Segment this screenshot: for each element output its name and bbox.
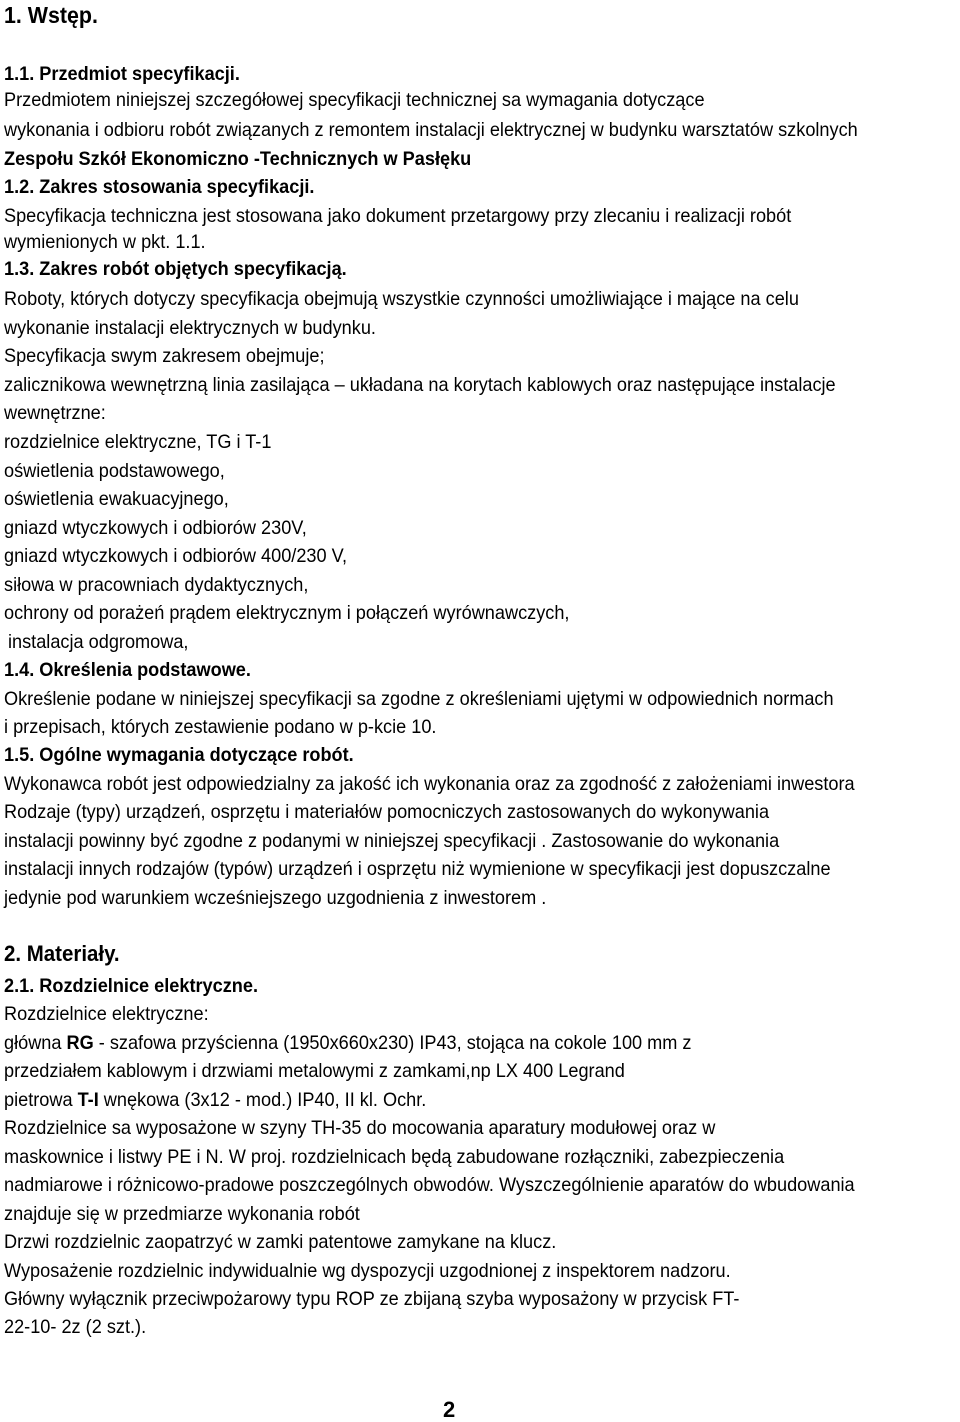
paragraph-line: Określenie podane w niniejszej specyfikacji sa zgodne z określeniami ujętymi w odpowiednich normach	[4, 688, 834, 710]
t1-prefix: pietrowa	[4, 1089, 78, 1111]
rg-line	[4, 1032, 691, 1054]
list-item: instalacja odgromowa,	[8, 631, 189, 653]
t1-line	[4, 1089, 426, 1111]
paragraph-line: wewnętrzne:	[4, 402, 106, 424]
paragraph-line: wymienionych w pkt. 1.1.	[4, 231, 206, 253]
paragraph-line: zalicznikowa wewnętrzną linia zasilająca – układana na korytach kablowych oraz następujące instalacje	[4, 374, 836, 396]
paragraph-line: 22-10- 2z (2 szt.).	[4, 1316, 147, 1338]
rg-prefix: główna	[4, 1032, 67, 1054]
paragraph-line: Wykonawca robót jest odpowiedzialny za jakość ich wykonania oraz za zgodność z założeniami inwestora	[4, 773, 855, 795]
page-number: 2	[443, 1397, 456, 1422]
list-item: gniazd wtyczkowych i odbiorów 400/230 V,	[4, 545, 348, 567]
paragraph-line: wykonanie instalacji elektrycznych w budynku.	[4, 317, 376, 339]
list-item: rozdzielnice elektryczne, TG i T-1	[4, 431, 272, 453]
t1-desc: wnękowa (3x12 - mod.) IP40, II kl. Ochr.	[98, 1089, 427, 1111]
paragraph-line: instalacji powinny być zgodne z podanymi w niniejszej specyfikacji . Zastosowanie do wykonania	[4, 830, 780, 852]
section-2-1-heading: 2.1. Rozdzielnice elektryczne.	[4, 975, 259, 997]
paragraph-line: znajduje się w przedmiarze wykonania robót	[4, 1203, 360, 1225]
paragraph-line: i przepisach, których zestawienie podano w p-kcie 10.	[4, 716, 437, 738]
rg-desc: - szafowa przyścienna (1950x660x230) IP43, stojąca na cokole 100 mm z	[93, 1032, 692, 1054]
rg-code: RG	[66, 1032, 94, 1054]
t1-code: T-I	[77, 1089, 99, 1111]
paragraph-line: Roboty, których dotyczy specyfikacja obejmują wszystkie czynności umożliwiające i mające na celu	[4, 288, 799, 310]
section-2-heading: 2. Materiały.	[4, 941, 120, 966]
paragraph-line: Rozdzielnice sa wyposażone w szyny TH-35 do mocowania aparatury modułowej oraz w	[4, 1117, 716, 1139]
paragraph-line: maskownice i listwy PE i N. W proj. rozdzielnicach będą zabudowane rozłączniki, zabezpieczenia	[4, 1146, 785, 1168]
list-item: oświetlenia ewakuacyjnego,	[4, 488, 229, 510]
paragraph-line: Wyposażenie rozdzielnic indywidualnie wg dyspozycji uzgodnionej z inspektorem nadzoru.	[4, 1260, 731, 1282]
paragraph-line: Drzwi rozdzielnic zaopatrzyć w zamki patentowe zamykane na klucz.	[4, 1231, 557, 1253]
section-1-1-heading: 1.1. Przedmiot specyfikacji.	[4, 63, 240, 85]
section-1-4-heading: 1.4. Określenia podstawowe.	[4, 659, 251, 681]
paragraph-line: Rodzaje (typy) urządzeń, osprzętu i materiałów pomocniczych zastosowanych do wykonywania	[4, 801, 770, 823]
paragraph-line: Główny wyłącznik przeciwpożarowy typu ROP ze zbijaną szyba wyposażony w przycisk FT-	[4, 1288, 740, 1310]
paragraph-line: Przedmiotem niniejszej szczegółowej specyfikacji technicznej sa wymagania dotyczące	[4, 89, 705, 111]
section-1-3-heading: 1.3. Zakres robót objętych specyfikacją.	[4, 258, 347, 280]
paragraph-line: instalacji innych rodzajów (typów) urządzeń i osprzętu niż wymienione w specyfikacji jest dopuszczalne	[4, 858, 831, 880]
paragraph-line: wykonania i odbioru robót związanych z remontem instalacji elektrycznej w budynku warsztatów szkolnych	[4, 119, 858, 141]
section-1-heading: 1. Wstęp.	[4, 2, 98, 28]
paragraph-line: Zespołu Szkół Ekonomiczno -Technicznych w Pasłęku	[4, 148, 472, 170]
paragraph-line: Rozdzielnice elektryczne:	[4, 1003, 209, 1025]
paragraph-line: Specyfikacja techniczna jest stosowana jako dokument przetargowy przy zlecaniu i realizacji robót	[4, 205, 792, 227]
list-item: gniazd wtyczkowych i odbiorów 230V,	[4, 517, 307, 539]
section-1-2-heading: 1.2. Zakres stosowania specyfikacji.	[4, 176, 315, 198]
paragraph-line: nadmiarowe i różnicowo-pradowe poszczególnych obwodów. Wyszczególnienie aparatów do wbudowania	[4, 1174, 855, 1196]
list-item: oświetlenia podstawowego,	[4, 460, 225, 482]
section-1-5-heading: 1.5. Ogólne wymagania dotyczące robót.	[4, 744, 354, 766]
list-item: siłowa w pracowniach dydaktycznych,	[4, 574, 309, 596]
paragraph-line: jedynie pod warunkiem wcześniejszego uzgodnienia z inwestorem .	[4, 887, 547, 909]
paragraph-line: przedziałem kablowym i drzwiami metalowymi z zamkami,np LX 400 Legrand	[4, 1060, 625, 1082]
list-item: ochrony od porażeń prądem elektrycznym i połączeń wyrównawczych,	[4, 602, 570, 624]
paragraph-line: Specyfikacja swym zakresem obejmuje;	[4, 345, 325, 367]
